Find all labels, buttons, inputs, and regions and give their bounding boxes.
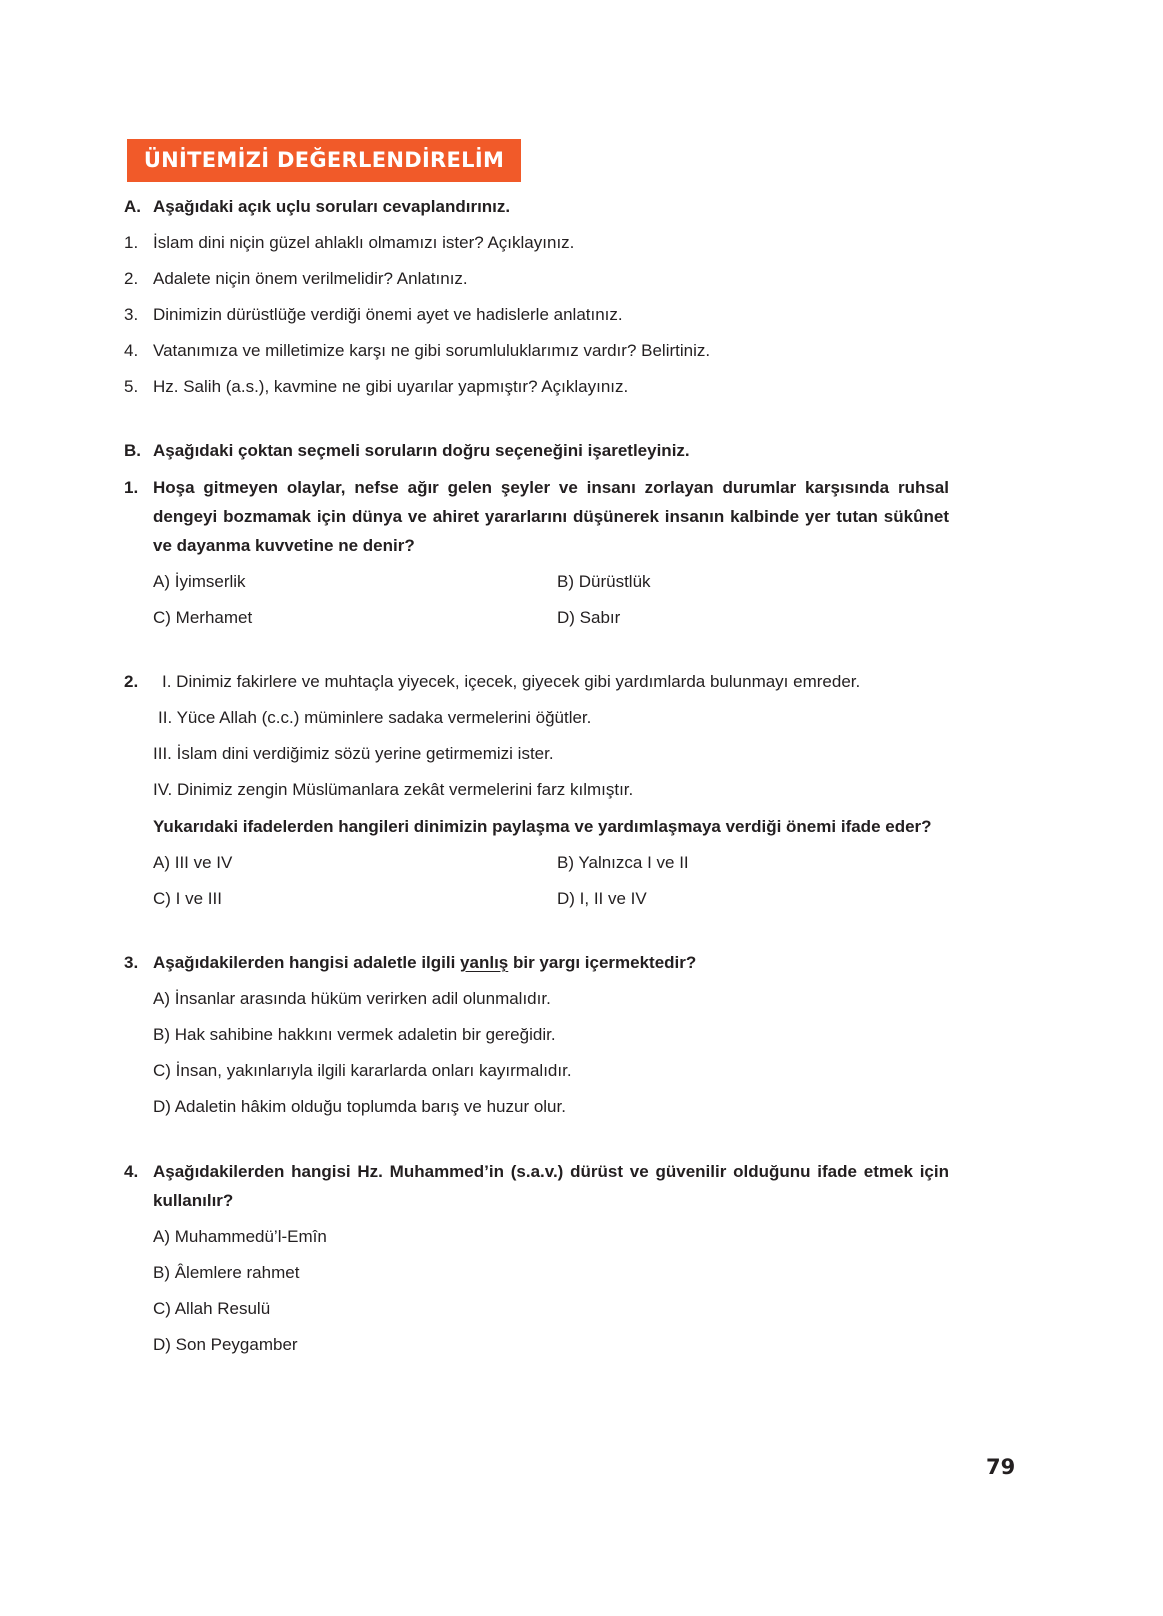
item-text: İslam dini niçin güzel ahlaklı olmamızı ister? Açıklayınız.: [153, 233, 575, 252]
option-b[interactable]: B) Âlemlere rahmet: [153, 1263, 300, 1282]
list-item: [124, 333, 949, 369]
list-item: [124, 261, 949, 297]
section-a-header: [124, 189, 949, 225]
item-text: Dinimizin dürüstlüğe verdiği önemi ayet ve hadislerle anlatınız.: [153, 305, 623, 324]
question-1-line: Hoşa gitmeyen olaylar, nefse ağır gelen şeyler ve insanı zorlayan durumlar karşısında: [153, 478, 890, 497]
option-b[interactable]: B) Hak sahibine hakkını vermek adaletin bir gereğidir.: [153, 1025, 556, 1044]
question-2-first-statement: [124, 664, 949, 700]
question-2-line: ifade eder?: [840, 817, 932, 836]
list-item: [124, 297, 949, 333]
question-3-post: bir yargı içermektedir?: [508, 953, 697, 972]
option-c[interactable]: C) Merhamet: [153, 608, 253, 627]
option-b[interactable]: B) Yalnızca I ve II: [557, 853, 689, 872]
option-d[interactable]: D) Sabır: [557, 608, 621, 627]
question-3-pre: Aşağıdakilerden hangisi adaletle ilgili: [153, 953, 461, 972]
list-item: [124, 369, 949, 405]
question-2-options: [153, 845, 949, 917]
question-1-options: [153, 564, 949, 636]
question-4-line: etmek için kullanılır?: [153, 1162, 949, 1210]
item-text: Adalete niçin önem verilmelidir? Anlatınız.: [153, 269, 468, 288]
statement: IV. Dinimiz zengin Müslümanlara zekât vermelerini farz kılmıştır.: [153, 780, 634, 799]
item-number: 4.: [124, 341, 139, 360]
list-item: [124, 225, 949, 261]
item-text: Vatanımıza ve milletimize karşı ne gibi sorumluluklarımız vardır? Belirtiniz.: [153, 341, 711, 360]
section-b-title: Aşağıdaki çoktan seçmeli soruların doğru seçeneğini işaretleyiniz.: [153, 441, 690, 460]
question-3-text: [153, 952, 949, 974]
question-3-options: [153, 981, 949, 1125]
section-b-header: [124, 433, 949, 469]
question-2-number: 2.: [124, 672, 139, 691]
question-4-number: 4.: [124, 1162, 139, 1181]
option-d[interactable]: D) Son Peygamber: [153, 1335, 298, 1354]
item-number: 5.: [124, 377, 139, 396]
option-a[interactable]: A) III ve IV: [153, 853, 233, 872]
statement: I. Dinimiz fakirlere ve muhtaçla yiyecek, içecek, giyecek gibi yardımlarda bulunmayı emreder.: [162, 672, 861, 691]
option-c[interactable]: C) İnsan, yakınlarıyla ilgili kararlarda onları kayırmalıdır.: [153, 1061, 572, 1080]
page-number: 79: [986, 1455, 1016, 1479]
option-c[interactable]: C) Allah Resulü: [153, 1299, 271, 1318]
question-4: [124, 1153, 949, 1219]
question-3-number: 3.: [124, 953, 139, 972]
question-1-number: 1.: [124, 478, 139, 497]
option-d[interactable]: D) Adaletin hâkim olduğu toplumda barış ve huzur olur.: [153, 1097, 566, 1116]
page-content: [124, 189, 949, 1363]
question-2-text: [153, 808, 949, 845]
option-b[interactable]: B) Dürüstlük: [557, 572, 651, 591]
section-banner: ÜNİTEMİZİ DEĞERLENDİRELİM: [127, 139, 521, 182]
statement: II. Yüce Allah (c.c.) müminlere sadaka vermelerini öğütler.: [158, 708, 592, 727]
question-1: [124, 469, 949, 564]
item-text: Hz. Salih (a.s.), kavmine ne gibi uyarılar yapmıştır? Açıklayınız.: [153, 377, 629, 396]
item-number: 3.: [124, 305, 139, 324]
item-number: 1.: [124, 233, 139, 252]
question-1-line: ruhsal dengeyi bozmamak için dünya ve ahiret yararlarını düşünerek insanın kalbinde: [153, 478, 949, 526]
section-a-letter: A.: [124, 197, 141, 216]
question-1-text: [153, 473, 949, 560]
statement: III. İslam dini verdiğimiz sözü yerine getirmemizi ister.: [153, 744, 554, 763]
option-c[interactable]: C) I ve III: [153, 889, 222, 908]
option-a[interactable]: A) Muhammedü’l-Emîn: [153, 1227, 327, 1246]
item-number: 2.: [124, 269, 139, 288]
question-4-options: [153, 1219, 949, 1363]
section-a-title: Aşağıdaki açık uçlu soruları cevaplandırınız.: [153, 197, 511, 216]
question-4-line: Aşağıdakilerden hangisi Hz. Muhammed’in (s.a.v.) dürüst ve güvenilir olduğunu ifade: [153, 1162, 857, 1181]
option-a[interactable]: A) İnsanlar arasında hüküm verirken adil olunmalıdır.: [153, 989, 551, 1008]
option-a[interactable]: A) İyimserlik: [153, 572, 246, 591]
option-d[interactable]: D) I, II ve IV: [557, 889, 647, 908]
question-3: [124, 945, 949, 981]
question-3-emphasis: yanlış: [460, 953, 509, 972]
section-b-letter: B.: [124, 441, 141, 460]
question-1-line: yer tutan sükûnet ve dayanma kuvvetine ne denir?: [153, 507, 949, 555]
question-4-text: [153, 1157, 949, 1215]
question-2-line: Yukarıdaki ifadelerden hangileri dinimizin paylaşma ve yardımlaşmaya verdiği önemi: [153, 817, 837, 836]
